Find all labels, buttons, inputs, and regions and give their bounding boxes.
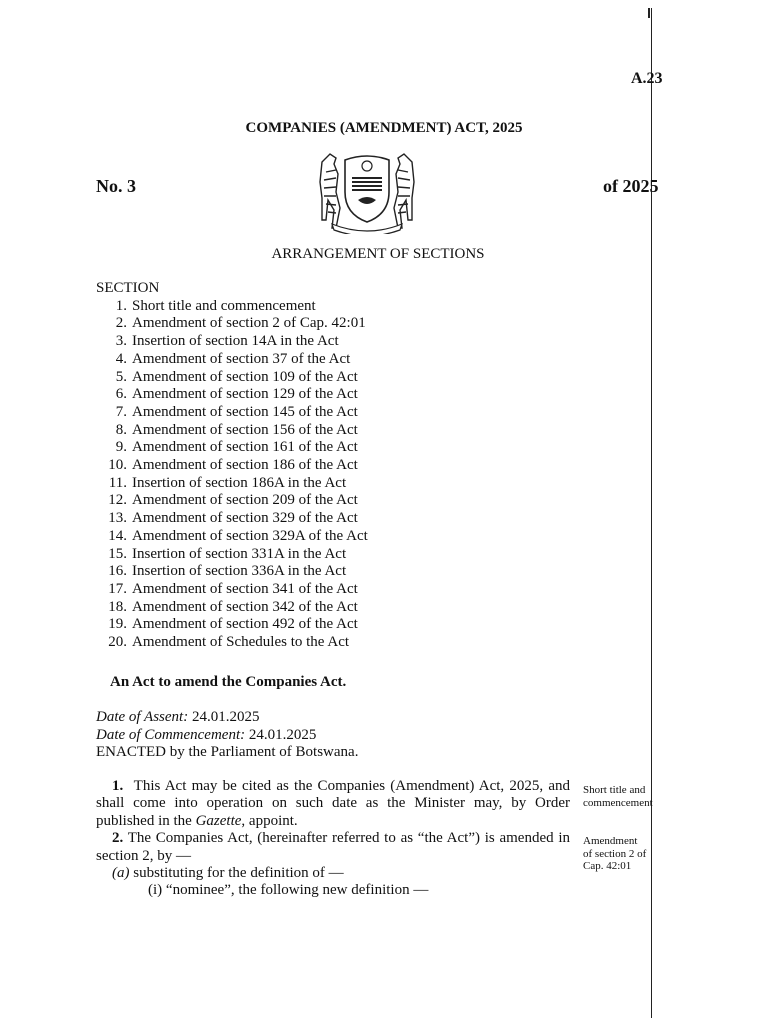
toc-item-number: 9. — [115, 439, 127, 456]
toc-item-number: 1. — [115, 297, 127, 314]
toc-item-title: Insertion of section 14A in the Act — [132, 333, 339, 350]
toc-item — [96, 475, 368, 493]
toc-item — [96, 492, 368, 510]
margin-note-short-title: Short title and commencement — [583, 784, 653, 809]
toc-item — [96, 546, 368, 564]
body-text — [96, 778, 570, 900]
toc-section-label: SECTION — [96, 280, 160, 296]
toc-item — [96, 351, 368, 369]
toc-item — [96, 581, 368, 599]
toc-list — [96, 298, 368, 652]
toc-item-title: Amendment of section 329A of the Act — [132, 527, 368, 544]
toc-item-title: Amendment of section 341 of the Act — [132, 580, 358, 597]
toc-item-title: Amendment of section 2 of Cap. 42:01 — [132, 315, 366, 332]
toc-item — [96, 422, 368, 440]
toc-item-title: Insertion of section 336A in the Act — [132, 563, 347, 580]
toc-item — [96, 315, 368, 333]
shield-icon — [345, 156, 389, 222]
act-title: COMPANIES (AMENDMENT) ACT, 2025 — [245, 120, 523, 136]
page-number: A.23 — [631, 70, 663, 87]
coat-of-arms-emblem — [312, 148, 422, 234]
right-zebra-icon — [394, 154, 414, 228]
margin-rule-tick — [648, 8, 650, 18]
toc-item — [96, 599, 368, 617]
toc-item-number: 18. — [108, 598, 127, 615]
long-title: An Act to amend the Companies Act. — [110, 674, 347, 690]
toc-item-title: Amendment of section 209 of the Act — [132, 492, 358, 509]
toc-item-title: Amendment of section 145 of the Act — [132, 403, 358, 420]
toc-item-number: 17. — [108, 580, 127, 597]
toc-item-title: Amendment of section 161 of the Act — [132, 439, 358, 456]
toc-item-number: 20. — [108, 634, 127, 651]
toc-item-number: 12. — [108, 492, 127, 509]
toc-item — [96, 298, 368, 316]
left-zebra-icon — [320, 154, 340, 228]
margin-note-amendment-section-2: Amendment of section 2 of Cap. 42:01 — [583, 835, 647, 872]
toc-item-number: 4. — [115, 350, 127, 367]
toc-item-title: Amendment of section 109 of the Act — [132, 368, 358, 385]
toc-item-number: 19. — [108, 616, 127, 633]
dates-block — [96, 709, 358, 762]
toc-item-number: 6. — [115, 386, 127, 403]
motto-scroll — [332, 224, 402, 234]
toc-item-number: 3. — [115, 333, 127, 350]
toc-item-number: 14. — [108, 527, 127, 544]
toc-item — [96, 404, 368, 422]
toc-item-number: 10. — [108, 457, 127, 474]
arrangement-heading: ARRANGEMENT OF SECTIONS — [271, 246, 485, 262]
toc-item-title: Amendment of section 329 of the Act — [132, 510, 358, 527]
toc-item-number: 15. — [108, 545, 127, 562]
margin-rule — [651, 8, 652, 1018]
date-of-commencement: Date of Commencement: 24.01.2025 — [96, 726, 317, 743]
toc-item-number: 16. — [108, 563, 127, 580]
toc-item — [96, 563, 368, 581]
toc-item-title: Amendment of section 156 of the Act — [132, 421, 358, 438]
toc-item-number: 11. — [108, 474, 127, 491]
toc-item-number: 8. — [115, 421, 127, 438]
section-2-sub-i: (i) “nominee”, the following new definition — — [148, 882, 429, 899]
toc-item-number: 7. — [115, 403, 127, 420]
toc-item-title: Insertion of section 331A in the Act — [132, 545, 347, 562]
section-2-paragraph: 2. The Companies Act, (hereinafter referred to as “the Act”) is amended in section 2, by — — [96, 830, 571, 864]
enacting-clause: ENACTED by the Parliament of Botswana. — [96, 744, 359, 760]
toc-item-number: 13. — [108, 510, 127, 527]
toc-item — [96, 616, 368, 634]
section-2-sub-a: (a) substituting for the definition of — — [112, 865, 344, 882]
toc-item-title: Amendment of section 129 of the Act — [132, 386, 358, 403]
toc-item-title: Amendment of section 342 of the Act — [132, 598, 358, 615]
date-of-assent: Date of Assent: 24.01.2025 — [96, 709, 260, 725]
toc-item — [96, 369, 368, 387]
section-1-paragraph: 1. This Act may be cited as the Companies (Amendment) Act, 2025, and shall come into operation on such date as the Minister may, by Order published in the Gazette, appoint. — [96, 778, 571, 829]
toc-item-title: Amendment of section 186 of the Act — [132, 457, 358, 474]
toc-item-title: Amendment of section 492 of the Act — [132, 616, 358, 633]
act-number: No. 3 — [96, 176, 136, 196]
toc-item-title: Short title and commencement — [132, 297, 316, 314]
toc-item-title: Amendment of section 37 of the Act — [132, 350, 351, 367]
toc-item-title: Insertion of section 186A in the Act — [132, 474, 347, 491]
toc-item — [96, 457, 368, 475]
act-year: of 2025 — [603, 176, 659, 196]
toc-item — [96, 333, 368, 351]
toc-item — [96, 386, 368, 404]
toc-item — [96, 439, 368, 457]
toc-item — [96, 528, 368, 546]
toc-item-title: Amendment of Schedules to the Act — [132, 634, 350, 651]
toc-item — [96, 510, 368, 528]
toc-item — [96, 634, 368, 652]
toc-item-number: 5. — [115, 368, 127, 385]
toc-item-number: 2. — [115, 315, 127, 332]
table-of-contents — [96, 280, 368, 652]
